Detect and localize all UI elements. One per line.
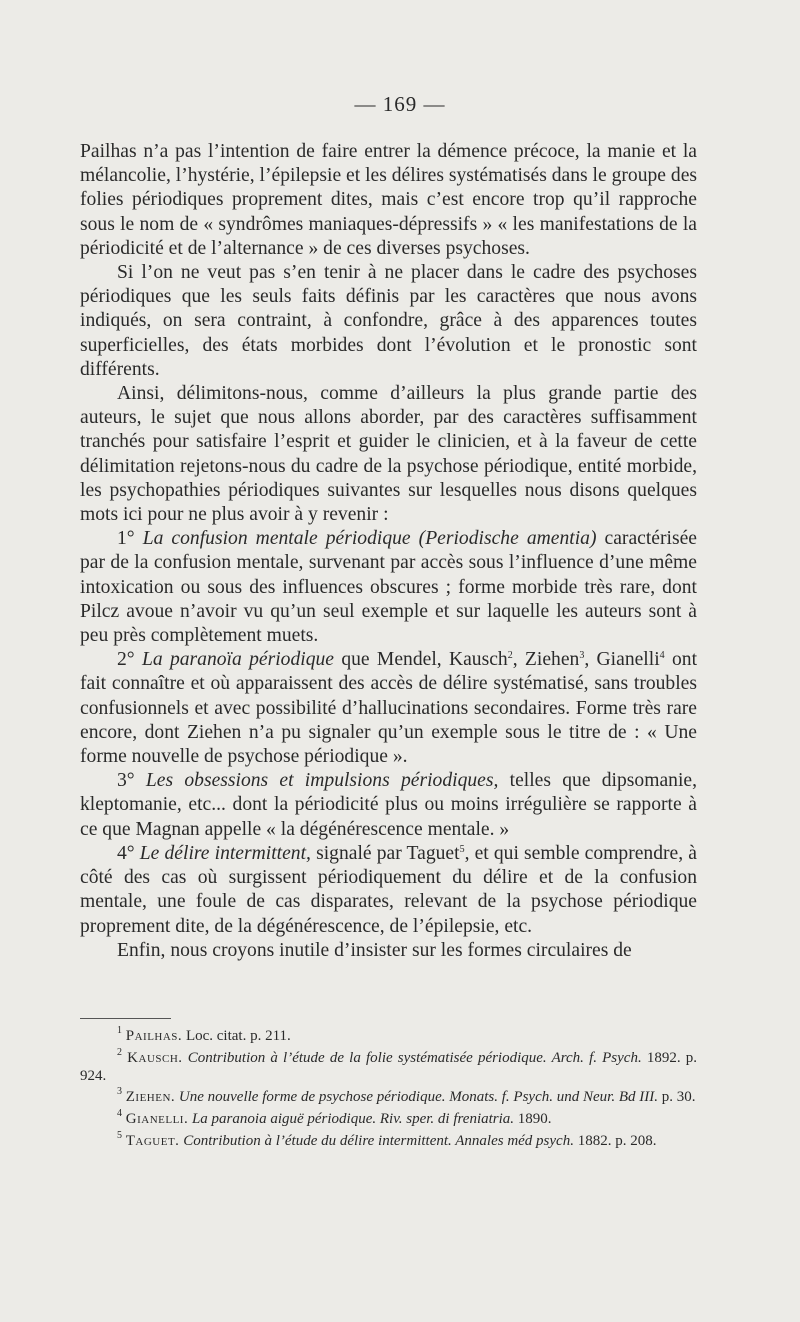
- footnote-title: Une nouvelle forme de psychose périodique. Monats. f. Psych. und Neur. Bd III.: [178, 1089, 658, 1106]
- item-text: , Gianelli: [584, 649, 660, 671]
- footnote-text: 1892. p. 924.: [80, 1049, 698, 1084]
- footnote-ref[interactable]: 2: [507, 650, 513, 662]
- paragraph-8: Enfin, nous croyons inutile d’insister sur les formes circulaires de: [117, 939, 632, 961]
- item-text: ont fait connaître et où apparaissent des accès de délire systématisé, sans troubles confusionnels et avec possibilité d’hallucinations secondaires. Forme très rare encore, dont Ziehen n’a pu signaler qu’un exemple sous le titre de : « Une forme nouvelle de psychose périodique ».: [80, 649, 698, 768]
- item-number: 1°: [117, 528, 135, 550]
- footnote-author: Ziehen.: [125, 1089, 176, 1106]
- paragraph-delire-intermittent: [80, 842, 697, 939]
- footnote: [80, 1025, 697, 1046]
- footnote-text: p. 30.: [661, 1089, 696, 1106]
- paragraph-paranoia: [80, 648, 697, 769]
- footnote-title: La paranoia aiguë périodique. Riv. sper. di freniatria.: [191, 1111, 515, 1128]
- item-text: caractérisée par de la confusion mentale, survenant par accès sous l’influence d’une même intoxication ou sous des influences obscures ; forme morbide très rare, dont Pilcz avoue n’avoir vu qu’un seul exemple et sur laquelle les auteurs sont à peu près complètement muets.: [80, 528, 697, 647]
- item-title: Les obsessions et impulsions périodiques,: [145, 770, 499, 792]
- footnote-text: 1882. p. 208.: [577, 1132, 657, 1149]
- footnote-author: Taguet.: [125, 1132, 180, 1149]
- footnote-author: Pailhas.: [125, 1028, 183, 1044]
- item-text: , et qui semble comprendre, à côté des cas où surgissent périodiquement du délire et de la confusion mentale, une foule de cas disparates, relevant de la psychose périodique proprement dite, de la dégénérescence, de l’épilepsie, etc.: [80, 842, 697, 937]
- footnote: [80, 1108, 697, 1129]
- footnote-title: Contribution à l’étude du délire intermittent. Annales méd psych.: [183, 1132, 574, 1149]
- paragraph-2: Si l’on ne veut pas s’en tenir à ne placer dans le cadre des psychoses périodiques que les seuls faits définis par les caractères que nous avons indiqués, on sera contraint, à confondre, grâce à des apparences toutes superficielles, des états morbides dont l’évolution et le pronostic sont différents.: [80, 262, 697, 380]
- item-number: 3°: [117, 770, 135, 792]
- item-number: 4°: [117, 842, 135, 864]
- item-text: que Mendel, Kausch: [341, 649, 508, 671]
- item-text: telles que dipsomanie, kleptomanie, etc... dont la périodicité plus ou moins irrégulière se rapporte à ce que Magnan appelle « la dégénérescence mentale. »: [80, 770, 697, 840]
- footnotes: [80, 1025, 698, 1155]
- paragraph-1: Pailhas n’a pas l’intention de faire entrer la démence précoce, la manie et la mélancolie, l’hystérie, l’épilepsie et les délires systématisés dans le groupe des folies périodiques proprement dites, mais c’est encore trop qu’il rapproche sous le nom de « syndrômes maniaques-dépressifs » « les manifestations de la périodicité et de l’alternance » de ces diverses psychoses.: [80, 141, 698, 259]
- item-title: La paranoïa périodique: [141, 649, 334, 671]
- footnote-ref[interactable]: 3: [579, 650, 585, 662]
- item-text: signalé par Taguet: [316, 842, 460, 864]
- footnote-ref[interactable]: 5: [459, 843, 465, 855]
- footnote: [80, 1086, 697, 1107]
- main-text: [80, 140, 697, 963]
- footnote-text: 1890.: [517, 1111, 552, 1128]
- footnote-number: 3: [117, 1086, 122, 1098]
- footnote-title: Contribution à l’étude de la folie systématisée périodique. Arch. f. Psych.: [187, 1049, 642, 1066]
- footnote: [80, 1129, 697, 1151]
- item-number: 2°: [117, 649, 135, 671]
- item-title: La confusion mentale périodique (Periodische amentia): [142, 528, 597, 550]
- footnote-divider: [80, 1018, 171, 1019]
- footnote-number: 1: [117, 1025, 122, 1036]
- footnote-number: 2: [117, 1046, 122, 1058]
- page-number: — 169 —: [354, 92, 446, 116]
- paragraph-3: Ainsi, délimitons-nous, comme d’ailleurs la plus grande partie des auteurs, le sujet que nous allons aborder, par des caractères suffisamment tranchés pour satisfaire l’esprit et guider le clinicien, et à la faveur de cette délimitation rejetons-nous du cadre de la psychose périodique, entité morbide, les psychopathies périodiques suivantes sur lesquelles nous disons quelques mots ici pour ne plus avoir à y revenir :: [80, 383, 697, 526]
- paragraph-obsessions: [80, 769, 697, 842]
- footnote-text: Loc. citat. p. 211.: [185, 1028, 291, 1044]
- paragraph-confusion-mentale: [80, 527, 697, 648]
- item-title: Le délire intermittent,: [139, 842, 311, 864]
- footnote-author: Gianelli.: [125, 1111, 189, 1128]
- footnote: [80, 1046, 698, 1086]
- footnote-ref[interactable]: 4: [659, 650, 665, 662]
- footnote-number: 5: [117, 1129, 122, 1141]
- footnote-number: 4: [117, 1108, 122, 1120]
- item-text: , Ziehen: [512, 649, 580, 671]
- footnote-author: Kausch.: [127, 1049, 183, 1066]
